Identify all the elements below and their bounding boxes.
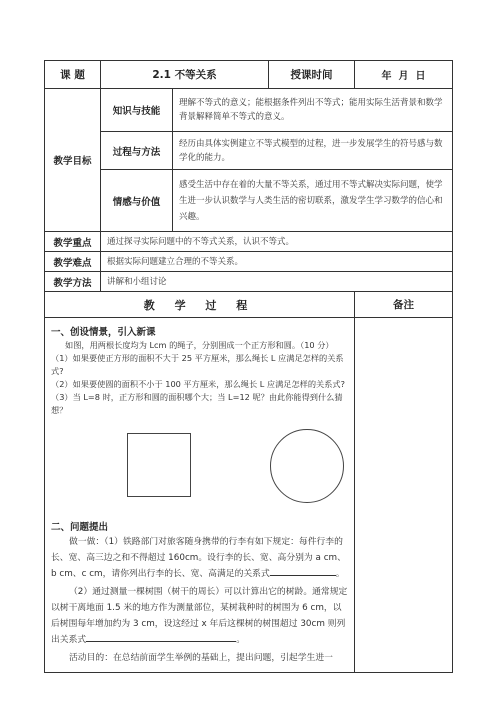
lesson-plan-table	[44, 60, 453, 673]
section2-p2	[51, 584, 348, 648]
process-content	[45, 318, 355, 673]
section2-p2-end: 。	[236, 635, 246, 645]
key-point-text: 通过探寻实际问题中的不等式关系，认识不等式。	[101, 232, 453, 252]
topic-label: 课 题	[45, 61, 101, 89]
date-value: 年 月 日	[355, 61, 453, 89]
method-text: 讲解和小组讨论	[101, 272, 453, 292]
section2-p1	[51, 534, 348, 582]
section2-title: 二、问题提出	[51, 522, 109, 533]
goal-row-emotion	[45, 170, 453, 232]
section2-p2-text: （2）通过测量一棵树围（树干的周长）可以计算出它的树龄。通常规定以树干离地面 1.5 米的地方作为测量部位，某树栽种时的树围为 6 cm，以后树围每年增加约为 3 cm，设这经过 x 年后这棵树的树围超过 30cm 则列出关系式	[51, 587, 348, 645]
key-point-label: 教学重点	[45, 232, 101, 252]
section1-q2: （2）如果要使圆的面积不小于 100 平方厘米，那么绳长 L 应满足怎样的关系式?	[51, 379, 345, 389]
goal-knowledge-label: 知识与技能	[101, 89, 173, 132]
notes-label: 备注	[355, 292, 453, 318]
lesson-plan-page	[44, 60, 452, 672]
method-row	[45, 272, 453, 292]
process-header-row	[45, 292, 453, 318]
section1-intro: 如图，用两根长度均为 Lcm 的绳子，分别围成一个正方形和圆。（10 分）	[65, 340, 334, 350]
answer-blank-1[interactable]	[270, 566, 336, 576]
method-label: 教学方法	[45, 272, 101, 292]
answer-blank-2[interactable]	[86, 632, 236, 642]
header-row	[45, 61, 453, 89]
figure-area	[51, 417, 348, 513]
square-figure	[127, 433, 191, 497]
goal-emotion-text: 感受生活中存在着的大量不等关系，通过用不等式解决实际问题，使学生进一步认识数学与人类生活的密切联系，激发学生学习数学的信心和兴趣。	[173, 170, 453, 232]
section2-p3: 活动目的：在总结前面学生举例的基础上，提出问题，引起学生进一	[69, 653, 333, 663]
process-body-row	[45, 318, 453, 673]
circle-figure	[270, 429, 344, 503]
difficulty-row	[45, 252, 453, 272]
section1-q3: （3）当 L=8 时，正方形和圆的面积哪个大；当 L=12 呢？由此你能得到什么猜想？	[51, 392, 343, 415]
section2-p1-text: 做一做：（1）铁路部门对旅客随身携带的行李有如下规定：每件行李的长、宽、高三边之和不得超过 160cm。设行李的长、宽、高分别为 a cm、b cm、c cm，请你列出行李的长、宽、高满足的关系式	[51, 537, 346, 579]
goals-label: 教学目标	[45, 89, 101, 232]
goal-process-text: 经历由具体实例建立不等式模型的过程，进一步发展学生的符号感与数学化的能力。	[173, 132, 453, 170]
process-title: 教 学 过 程	[45, 292, 355, 318]
goal-knowledge-text: 理解不等式的意义；能根据条件列出不等式；能用实际生活背景和数学背景解释简单不等式的意义。	[173, 89, 453, 132]
topic-value: 2.1 不等关系	[101, 61, 269, 89]
goal-row-knowledge	[45, 89, 453, 132]
time-label: 授课时间	[269, 61, 355, 89]
section2-p1-end: 。	[335, 569, 345, 579]
difficulty-text: 根据实际问题建立合理的不等关系。	[101, 252, 453, 272]
difficulty-label: 教学难点	[45, 252, 101, 272]
section1-title: 一、创设情景，引入新课	[51, 327, 156, 338]
goal-process-label: 过程与方法	[101, 132, 173, 170]
goal-emotion-label: 情感与价值	[101, 170, 173, 232]
goal-row-process	[45, 132, 453, 170]
notes-cell	[355, 318, 453, 673]
key-point-row	[45, 232, 453, 252]
section1-q1: （1）如果要使正方形的面积不大于 25 平方厘米，那么绳长 L 应满足怎样的关系式?	[51, 353, 344, 376]
